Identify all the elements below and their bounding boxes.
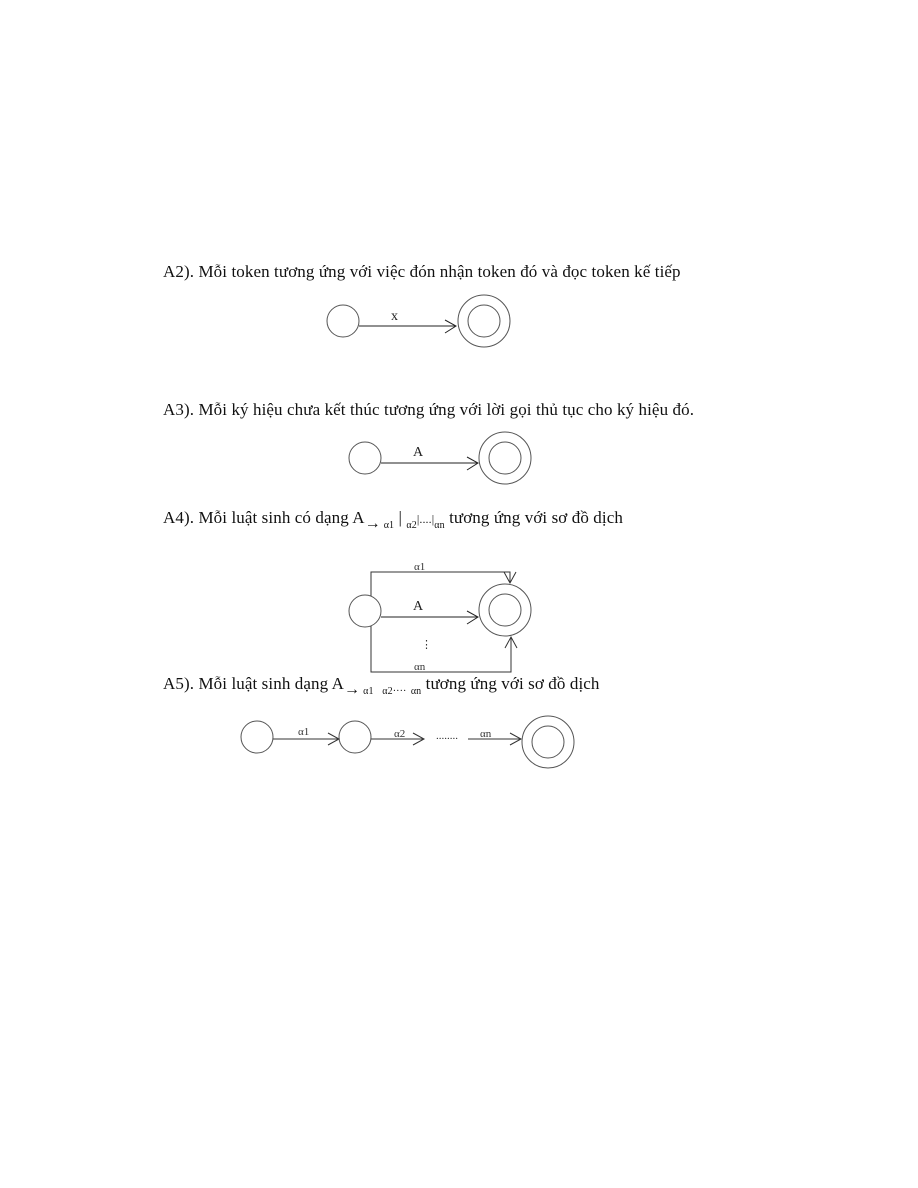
rule-a3-prefix: A3). — [163, 400, 195, 419]
a2-final-state-inner — [468, 305, 500, 337]
a5-label-1: α1 — [298, 726, 310, 738]
a4-middle-label: A — [413, 599, 424, 614]
a5-state-2 — [339, 721, 371, 753]
a2-start-state — [327, 305, 359, 337]
rule-a4-description: Mỗi luật sinh có dạng A — [198, 508, 365, 527]
a4-final-state-inner — [489, 594, 521, 626]
a2-edge-label: x — [391, 309, 398, 324]
rule-a4-prefix: A4). — [163, 508, 195, 527]
a3-final-state-inner — [489, 442, 521, 474]
a4-start-state — [349, 595, 381, 627]
rule-a5-description: Mỗi luật sinh dạng A — [198, 674, 345, 693]
seq-n: αn — [410, 686, 422, 697]
a5-diagram — [241, 716, 574, 768]
a3-edge-label: A — [413, 445, 424, 460]
a5-label-n: αn — [480, 728, 492, 740]
a5-final-state-outer — [522, 716, 574, 768]
rule-a2-prefix: A2). — [163, 262, 195, 281]
a3-start-state — [349, 442, 381, 474]
alt-sep-1: | — [398, 508, 403, 527]
a4-final-state-outer — [479, 584, 531, 636]
alt-sep-2: |....| — [416, 512, 435, 526]
alt-2: α2 — [406, 520, 417, 531]
a4-dots: ⋮ — [421, 639, 432, 651]
rule-a4-tail: tương ứng với sơ đồ dịch — [449, 508, 623, 527]
rule-a2-description: Mỗi token tương ứng với việc đón nhận token đó và đọc token kế tiếp — [198, 262, 681, 281]
rule-a5-prefix: A5). — [163, 674, 195, 693]
a5-dots: ........ — [436, 730, 458, 742]
a2-final-state-outer — [458, 295, 510, 347]
a5-state-1 — [241, 721, 273, 753]
a4-edge-top — [371, 572, 510, 596]
a4-diagram — [349, 572, 531, 672]
a3-diagram — [349, 432, 531, 484]
seq-dots: ···· — [392, 686, 407, 697]
seq-1: α1 — [363, 686, 374, 697]
alt-1: α1 — [383, 520, 395, 531]
a2-diagram — [327, 295, 510, 347]
production-arrow: → — [344, 681, 361, 698]
a5-final-state-inner — [532, 726, 564, 758]
seq-2: α2 — [382, 686, 393, 697]
a4-bottom-label: αn — [414, 661, 426, 673]
rule-a3-description: Mỗi ký hiệu chưa kết thúc tương ứng với lời gọi thủ tục cho ký hiệu đó. — [198, 400, 695, 419]
rule-a5-tail: tương ứng với sơ đồ dịch — [425, 674, 600, 693]
a5-label-2: α2 — [394, 728, 406, 740]
a3-final-state-outer — [479, 432, 531, 484]
a4-edge-bottom — [371, 626, 511, 672]
production-arrow: → — [364, 515, 381, 532]
a4-top-label: α1 — [414, 561, 426, 573]
alt-n: αn — [434, 520, 445, 531]
